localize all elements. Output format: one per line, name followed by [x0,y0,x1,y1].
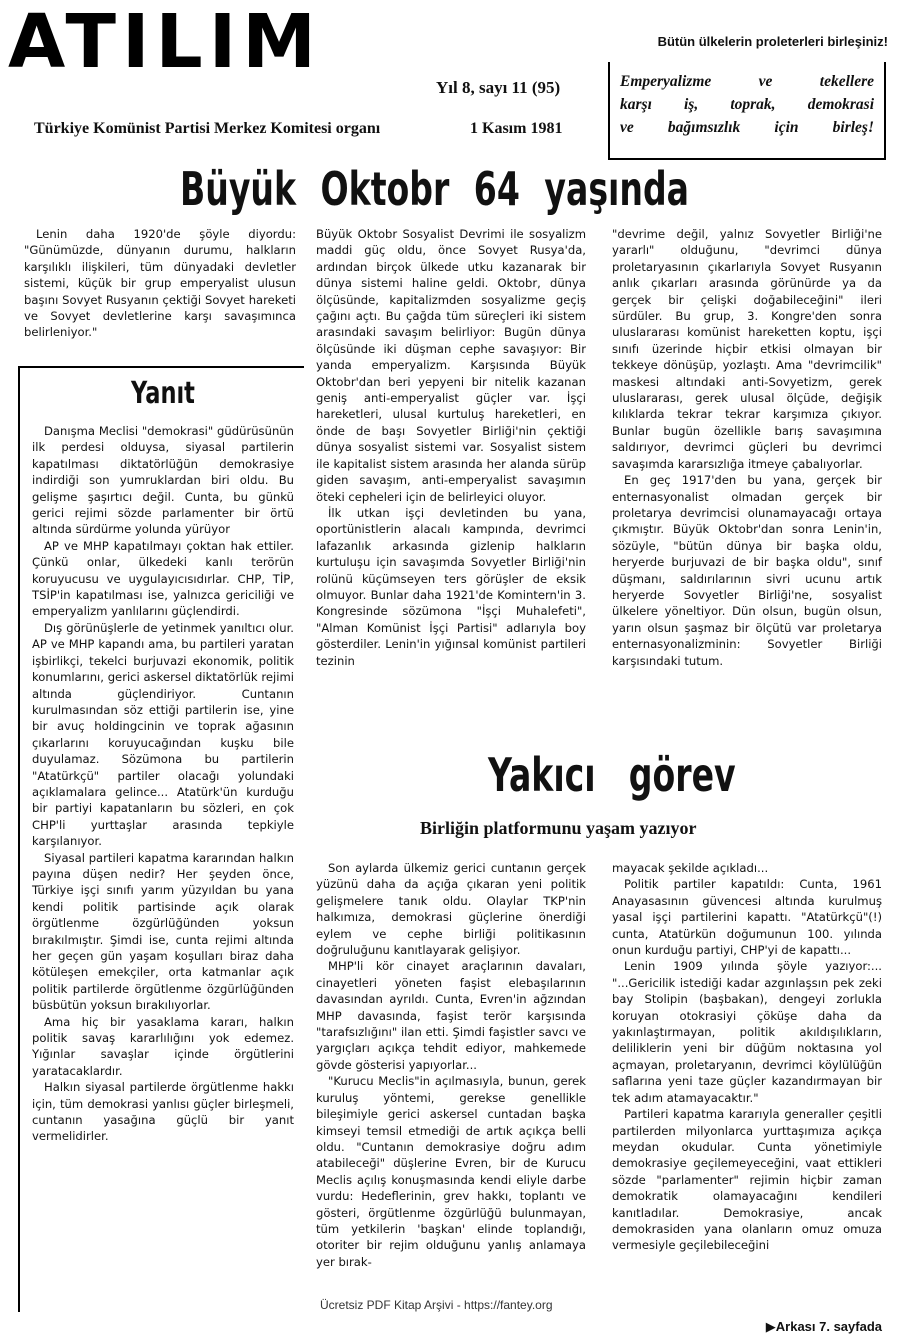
slogan-line: karşı iş, toprak, demokrasi [620,96,874,113]
watermark: Ücretsiz PDF Kitap Arşivi - https://fantey.org [320,1298,553,1312]
paragraph: mayacak şekilde açıkladı... [612,861,769,875]
subheadline: Birliğin platformunu yaşam yazıyor [420,818,697,838]
paragraph: "devrime değil, yalnız Sovyetler Birliği'ne yararlı" olduğunu, "devrimci dünya proletaryasının çıkarlarıyla Sovyet Rusyanın anlık çıkarları arasında görünürde ya da gerçek bir çelişki doğabileceğini" ileri sürdüler. Bu grup, 3. Kongre'den sonra uluslararası komünist hareketten koptu, işçi sınıfı üzerinde hiçbir etkisi olmayan bir tekkeye dönüşüp, yozlaştı. Ama "devrimcilik" maskesi altındaki anti-Sovyetizm, gerek uluslararası, gerek ulusal ölçüde, değişik kılıklarda tekrar tekrar karşımıza çıkıyor. Bunlar bugün özellikle barış savaşımına saldırıyor, devrimci güçleri bu devrimci savaşımda kararsızlığa itmeye çabalıyorlar. [612,227,882,471]
paragraph: En geç 1917'den bu yana, gerçek bir enternasyonalist olmadan gerçek bir proletarya devrimcisi olunamayacağı ortaya çıkmıştır. Büyük Oktobr'dan sonra Lenin'in, sözüyle, "bütün dünya bir başka oldu, heryerde burjuvazi de bir başka oldu", sınıf düşmanı, saldırılarının sivri ucunu artık heryerde Sovyetler Birliği'ne, sosyalist ülkelere yöneltiyor. Dün olsun, bugün olsun, yarın olsun şaşmaz bir ölçütü var proletarya enternasyonalizminin: Sovyetler Birliği karşısındaki tutum. [612,473,882,668]
paragraph: Büyük Oktobr Sosyalist Devrimi ile sosyalizm maddi güç oldu, önce Sovyet Rusya'da, ardından birçok ülkede utku kazanarak bir dünya sistemi haline geldi. Oktobr, dünya ölçüsünde, kapitalizmden sosyalizme geçiş çağını açtı. Bu çağda tüm süreçleri iki sistem arasındaki savaşım belirliyor: Bugün dünya ölçüsünde iki düşman cephe savaşıyor: Bir yanda emperyalizm. Karşısında Büyük Oktobr'dan beri yepyeni bir nitelik kazanan geniş anti-emperyalist güçler var. İşçi hareketleri, ulusal kurtuluş hareketleri, en önde de başı Sovyetler Birliği'nin çektiği dünya sosyalist sistemi var. Sosyalist sistem ile kapitalist sistem arasında her alanda sürüp giden savaşım, anti-emperyalist savaşımın öteki cepheleri için de belirleyici oluyor. [316,227,586,504]
article1-col3 [612,226,882,669]
article2-col2 [316,860,586,1270]
headline-yakici-gorev: Yakıcı görev [488,748,736,802]
slogan-line: Emperyalizme ve tekellere [620,73,874,90]
paragraph: Son aylarda ülkemiz gerici cuntanın gerçek yüzünü daha da açığa çıkaran yeni politik gelişmelere tanık oldu. Olaylar TKP'nin halkımıza, demokrasi güçlerine önerdiği eylem ve cephe birliği politikasının doğruluğunu kanıtlayarak gelişiyor. [316,861,586,958]
paragraph: Siyasal partileri kapatma kararından halkın payına düşen nedir? Her şeyden önce, Türkiye işçi sınıfı yarım yüzyıldan bu yana kendi politik partisinde açık olarak örgütlenme özgürlüğünden yoksun bırakılmıştır. Şimdi ise, cunta rejimi altında her geçen gün yaşam koşulları biraz daha kötüleşen emekçiler, orta katmanlar açık politik partilerde örgütlenme özgürlüğünden büsbütün yoksun bırakılıyorlar. [32,850,294,1013]
paragraph: Halkın siyasal partilerde örgütlenme hakkı için, tüm demokrasi yanlısı güçler birleşmeli, cuntanın yasağına güçlü bir yanıt vermelidirler. [32,1080,294,1144]
paragraph: Ama hiç bir yasaklama kararı, halkın politik savaş kararlılığını yok edemez. Yığınlar savaşlar içinde örgütlerini yaratacaklardır. [32,1014,294,1078]
paragraph: Lenin 1909 yılında şöyle yazıyor:... "...Gericilik istediği kadar azgınlaşsın pek zeki bay Stolipin (başbakan), dengeyi zorlukla koruyan otokrasiyi çöküşe daha da yakınlaştırmayan, politik akıldışılıkların, deliliklerin yeni bir düğüm noktasına yol açmayan, proletaryanın, devrimci köylülüğün saflarına yeni taze güçler kazandırmayan bir tek adım atamayacaktır." [612,959,882,1105]
masthead-slogan: Bütün ülkelerin proleterleri birleşiniz! [657,34,888,49]
issue-date: 1 Kasım 1981 [470,120,563,137]
paragraph: AP ve MHP kapatılmayı çoktan hak ettiler. Çünkü onlar, ülkedeki kanlı terörün koruyucusu ve uygulayıcısıdırlar. CHP, TİP, TSİP'in kapatılması ise, yalnızca gericiliği ve emperyalizm yanlılarını güçlendirdi. [32,538,294,619]
paragraph: Danışma Meclisi "demokrasi" güdürüsünün ilk perdesi olduysa, siyasal partilerin kapatılması diktatörlüğün demokrasiye indirdiği son yumruklardan biri oldu. Bu gelişme şaşırtıcı değil. Cunta, bu günkü gerici rejimi sözde parlamenter bir örtü altında sürdürme yolunda yürüyor [32,424,294,537]
paragraph: MHP'li kör cinayet araçlarının davaları, cinayetleri yöneten faşist elebaşılarının davasından ayrıldı. Cunta, Evren'in ağzından MHP davasında, faşist terör karşısında "tarafsızlığını" ilan etti. Şimdi faşistler savcı ve yargıçları açıkça tehdit ediyor, mahkemede gövde gösterisi yapıyorlar... [316,959,586,1072]
yanit-box [18,366,304,1312]
yanit-title: Yanıt [131,376,195,411]
slogan-line: ve bağımsızlık için birleş! [620,119,874,136]
paragraph: İlk utkan işçi devletinden bu yana, oportünistlerin alacalı kampında, devrimci lafazanlık arkasında gizlenip halkların kurtuluşu için savaşımda Sovyetler Birliği'nin rolünü küçümseyen ters görüşler de eksik olmuyor. Bunlar daha 1921'de Komintern'in 3. Kongresinde sözümona "İşçi Muhalefeti", "Alman Komünist İşçi Partisi" adlarıyla boy gösterdiler. Lenin'in yığınsal komünist partileri tezinin [316,505,586,668]
slogan-box [608,62,886,160]
issue-number: Yıl 8, sayı 11 (95) [436,78,561,97]
masthead-title: ATILIM [8,0,322,85]
article1-intro [24,226,296,341]
headline-oktobr: Büyük Oktobr 64 yaşında [180,162,690,216]
article1-col2 [316,226,586,669]
article2-col3 [612,860,882,1254]
paragraph: Dış görünüşlerle de yetinmek yanıltıcı olur. AP ve MHP kapandı ama, bu partileri yaratan işbirlikçi, tekelci burjuvazi ekonomik, politik konumlarını, gerici askersel diktatörlük rejimi altında güçlendiriyor. Cuntanın kurulmasından söz ettiği partilerin ise, yine bir avuç holdingcinin ve toprak ağasının çıkarlarını koruyucağından kuşku bile duyulamaz. Sözümona bu partilerin "Atatürkçü" partiler olacağı yolundaki açıklamalara gelince... Atatürk'ün kurduğu bir partiyi kapatanların bu sözleri, en çok CHP'li yurttaşlar arasında tepkiyle karşılanıyor. [32,620,294,849]
paragraph: Lenin daha 1920'de şöyle diyordu: "Günümüzde, dünyanın durumu, halkların karşılıklı ilişkileri, tüm dünyadaki devletler sistemi, küçük bir grup emperyalist ulusun başını Sovyet Rusyanın çektiği Sovyet hareketi ve Sovyet devletlerine karşı savaşımınca belirleniyor." [24,227,296,340]
continuation-note: ▶Arkası 7. sayfada [765,1319,882,1334]
organ-line: Türkiye Komünist Partisi Merkez Komitesi organı [34,120,381,137]
yanit-body [32,423,294,1145]
paragraph: Partileri kapatma kararıyla generaller çeşitli partilerden milyonlarca yurttaşımıza açıkça meydan okudular. Cunta yönetimiyle demokrasiye geçilemeyeceğini, vaat ettikleri sözde "parlamenter" rejimin hiçbir zaman demokratik olamayacağını kendileri kanıtladılar. Demokrasiye, ancak demokrasiden yana olanların omuz omuza vermesiyle geçilebileceğini [612,1107,882,1253]
paragraph: Politik partiler kapatıldı: Cunta, 1961 Anayasasının güvencesi altında kurulmuş yasal işçi partilerini kapattı. "Atatürkçü"(!) cunta, Atatürkün doğumunun 100. yılında onun kurduğu partiyi, CHP'yi de kapattı... [612,877,882,958]
paragraph: "Kurucu Meclis"in açılmasıyla, bunun, gerek kuruluş yöntemi, gerekse genellikle bileşimiyle gerici askersel cuntadan başka kimseyi temsil etmediği de artık açıkça belli oldu. "Cuntanın demokrasiye doğru adım atabileceği" düşlerine Evren, bir de Kurucu Meclis açılış konuşmasında kendi eliyle darbe vurdu: Hedeflerinin, grev hakkı, toplantı ve gösteri, örgütlenme özgürlüğü bulunmayan, tüm yetkilerin 'başkan' elinde toplandığı, otoriter bir rejim olduğunu yanlış anlamaya yer bırak- [316,1074,586,1269]
